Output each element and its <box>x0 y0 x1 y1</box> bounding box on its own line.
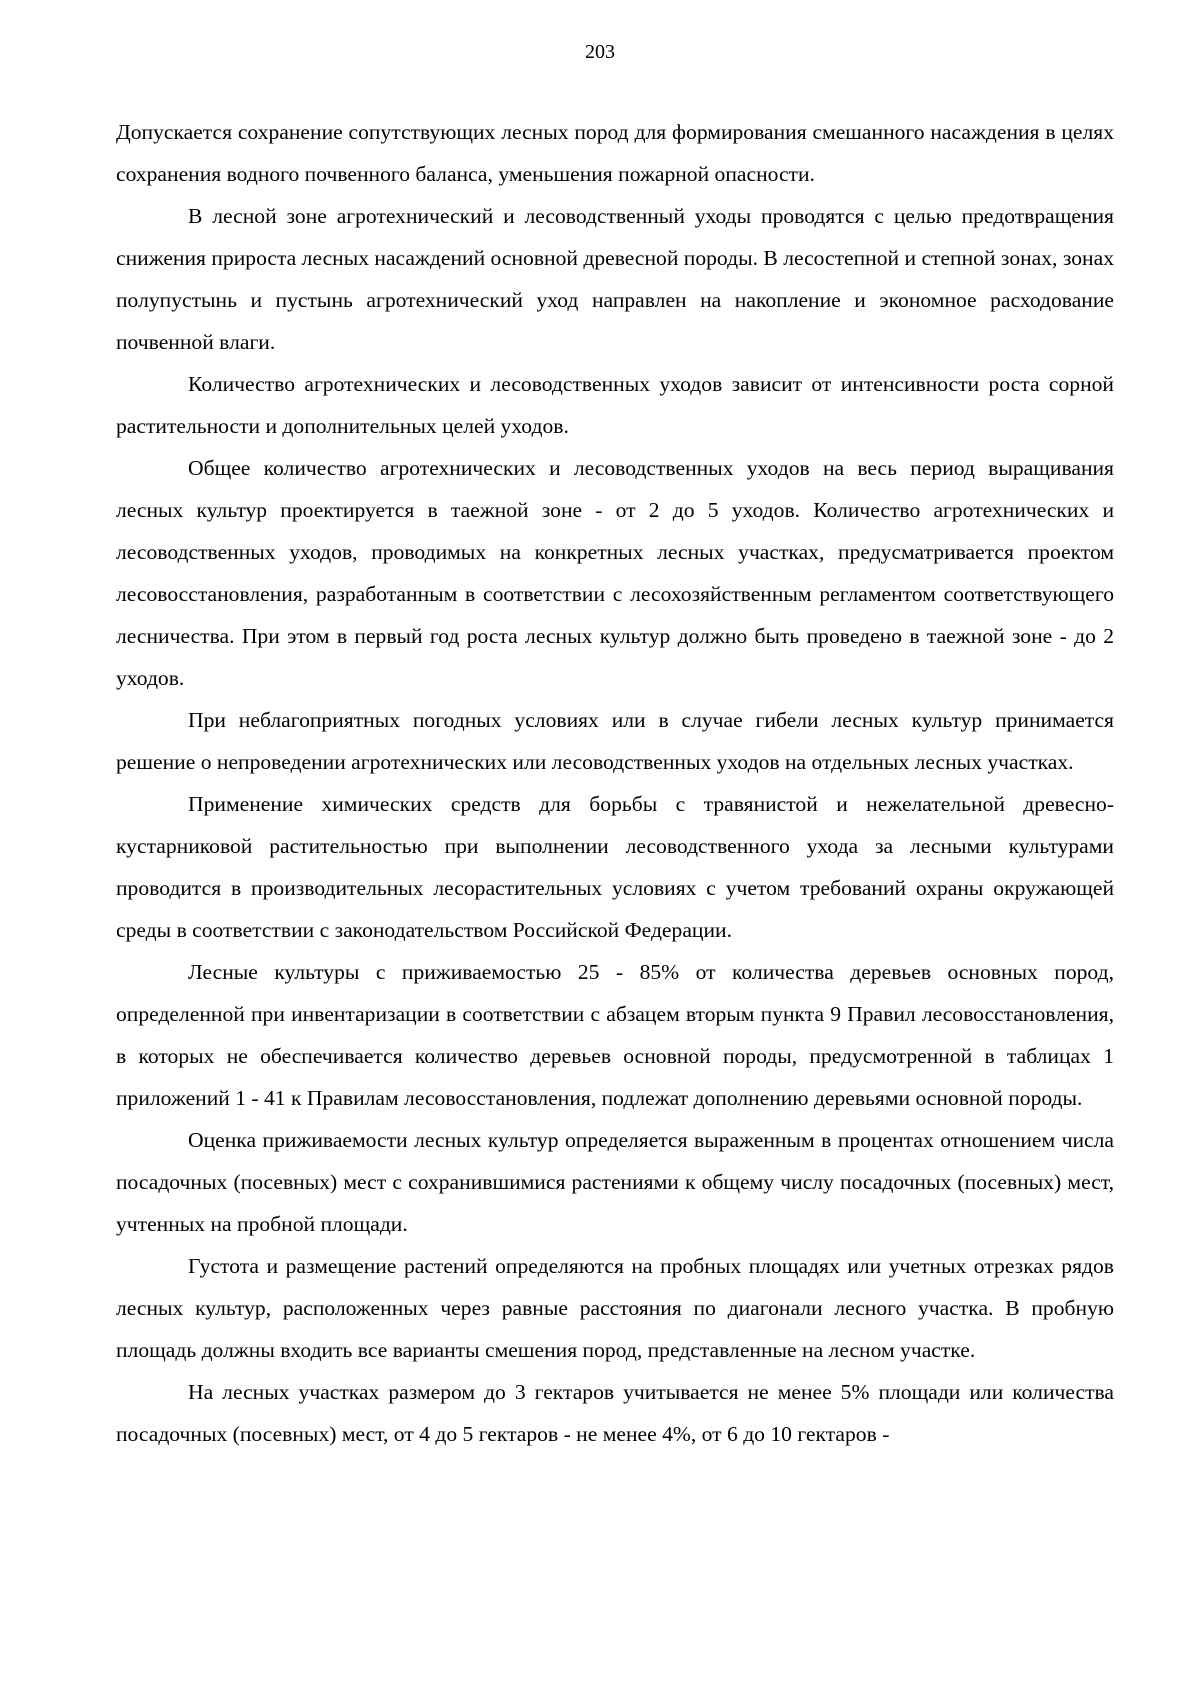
paragraph: В лесной зоне агротехнический и лесоводственный уходы проводятся с целью предотвращения снижения прироста лесных насаждений основной древесной породы. В лесостепной и степной зонах, зонах полупустынь и пустынь агротехнический уход направлен на накопление и экономное расходование почвенной влаги. <box>116 204 1114 354</box>
paragraph: Общее количество агротехнических и лесоводственных уходов на весь период выращивания лесных культур проектируется в таежной зоне - от 2 до 5 уходов. Количество агротехнических и лесоводственных уходов, проводимых на конкретных лесных участках, предусматривается проектом лесовосстановления, разработанным в соответствии с лесохозяйственным регламентом соответствующего лесничества. При этом в первый год роста лесных культур должно быть проведено в таежной зоне - до 2 уходов. <box>116 456 1114 690</box>
paragraph: Количество агротехнических и лесоводственных уходов зависит от интенсивности роста сорной растительности и дополнительных целей уходов. <box>116 372 1114 438</box>
paragraph: При неблагоприятных погодных условиях или в случае гибели лесных культур принимается решение о непроведении агротехнических или лесоводственных уходов на отдельных лесных участках. <box>116 708 1114 774</box>
paragraph: Допускается сохранение сопутствующих лесных пород для формирования смешанного насаждения в целях сохранения водного почвенного баланса, уменьшения пожарной опасности. <box>116 120 1114 186</box>
document-body <box>116 111 1114 1455</box>
page-number: 203 <box>585 41 615 63</box>
paragraph: Применение химических средств для борьбы с травянистой и нежелательной древесно-кустарниковой растительностью при выполнении лесоводственного ухода за лесными культурами проводится в производительных лесорастительных условиях с учетом требований охраны окружающей среды в соответствии с законодательством Российской Федерации. <box>116 792 1114 942</box>
paragraph: Густота и размещение растений определяются на пробных площадях или учетных отрезках рядов лесных культур, расположенных через равные расстояния по диагонали лесного участка. В пробную площадь должны входить все варианты смешения пород, представленные на лесном участке. <box>116 1254 1114 1362</box>
paragraph: Лесные культуры с приживаемостью 25 - 85% от количества деревьев основных пород, определенной при инвентаризации в соответствии с абзацем вторым пункта 9 Правил лесовосстановления, в которых не обеспечивается количество деревьев основной породы, предусмотренной в таблицах 1 приложений 1 - 41 к Правилам лесовосстановления, подлежат дополнению деревьями основной породы. <box>116 960 1114 1110</box>
paragraph: На лесных участках размером до 3 гектаров учитывается не менее 5% площади или количества посадочных (посевных) мест, от 4 до 5 гектаров - не менее 4%, от 6 до 10 гектаров - <box>116 1380 1114 1446</box>
paragraph: Оценка приживаемости лесных культур определяется выраженным в процентах отношением числа посадочных (посевных) мест с сохранившимися растениями к общему числу посадочных (посевных) мест, учтенных на пробной площади. <box>116 1128 1114 1236</box>
